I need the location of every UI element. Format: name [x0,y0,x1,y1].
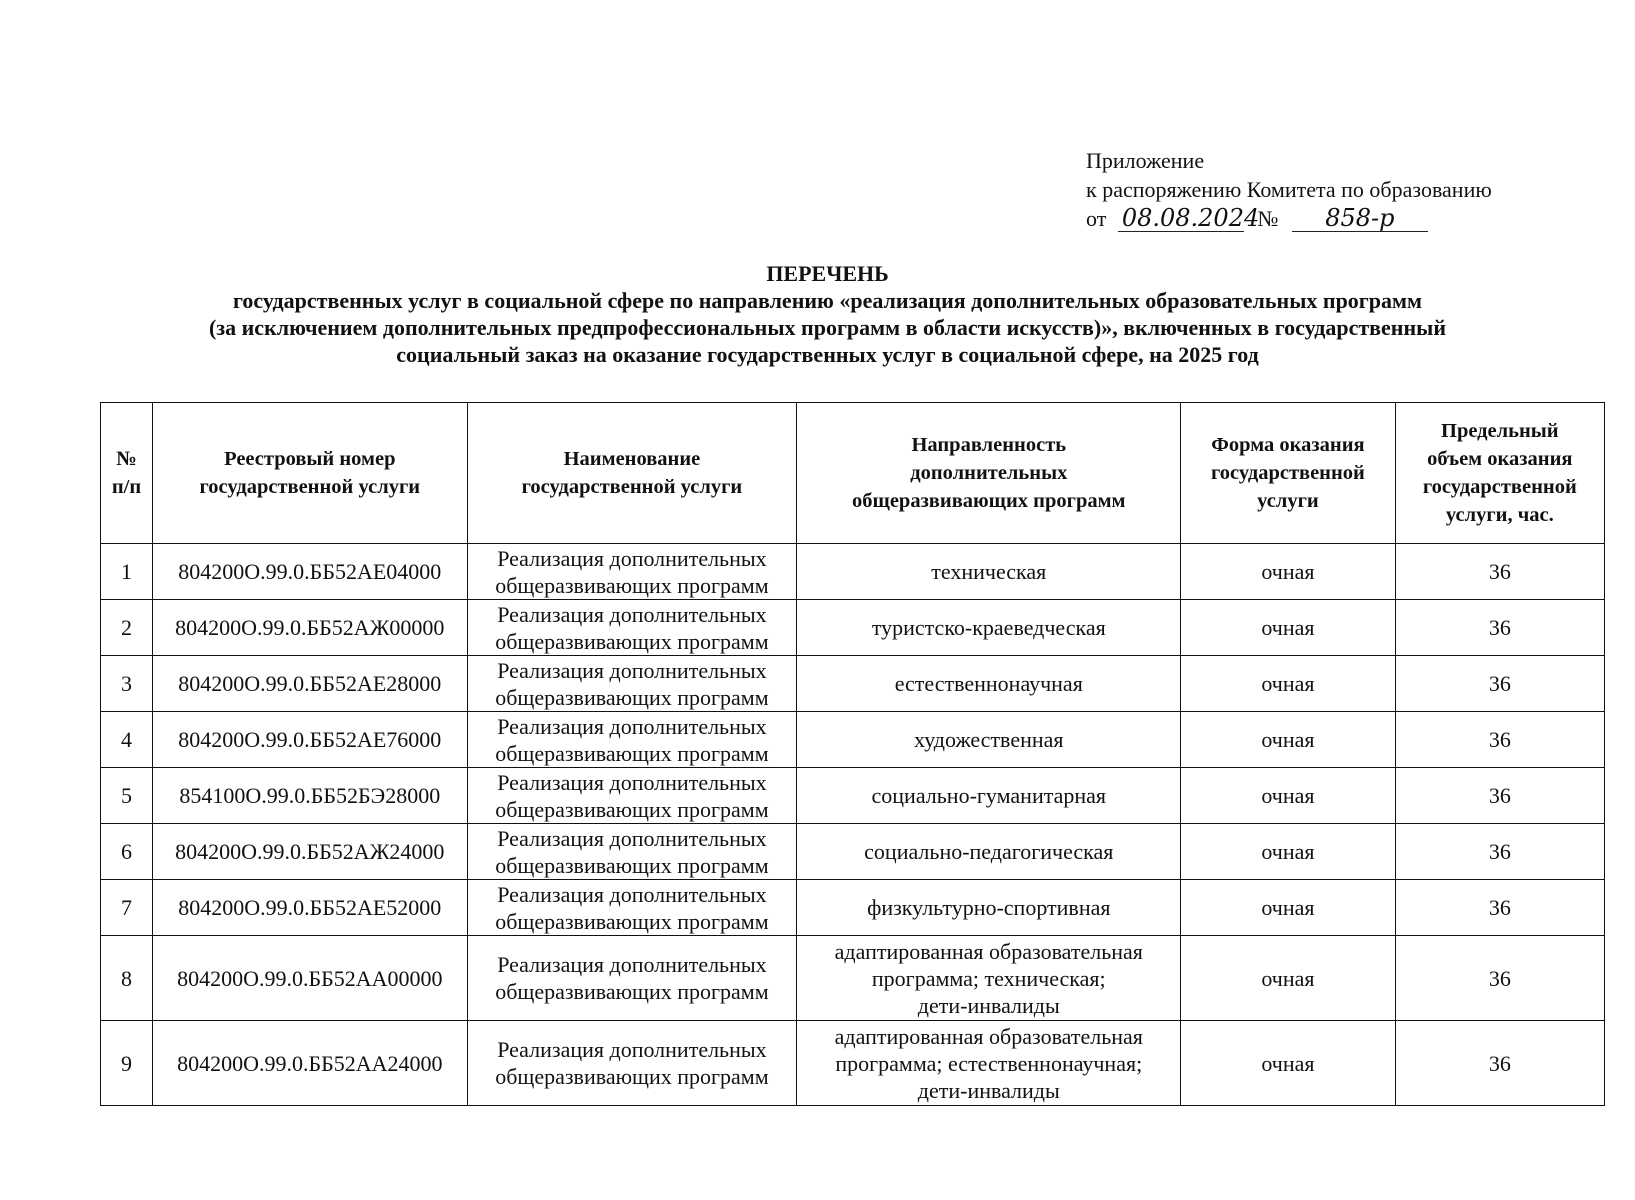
header-service-form: Форма оказания государственной услуги [1181,403,1395,544]
service-form-cell: очная [1181,712,1395,768]
program-direction-cell: художественная [797,712,1181,768]
volume-limit-cell: 36 [1395,824,1604,880]
appendix-block [1086,146,1556,233]
header-service-name: Наименование государственной услуги [467,403,797,544]
program-direction-cell: адаптированная образовательная программа; техническая; дети-инвалиды [797,936,1181,1021]
header-registry-number: Реестровый номер государственной услуги [153,403,467,544]
number-label: № [1257,206,1279,231]
program-direction-cell: адаптированная образовательная программа; естественнонаучная; дети-инвалиды [797,1021,1181,1106]
program-direction-cell: естественнонаучная [797,656,1181,712]
table-row [101,544,1605,600]
registry-number-cell: 804200О.99.0.ББ52АЕ76000 [153,712,467,768]
registry-number-cell: 804200О.99.0.ББ52АЕ28000 [153,656,467,712]
registry-number-cell: 804200О.99.0.ББ52АЕ52000 [153,880,467,936]
appendix-order-reference: к распоряжению Комитета по образованию [1086,177,1492,202]
service-form-cell: очная [1181,544,1395,600]
header-program-direction: Направленность дополнительных общеразвивающих программ [797,403,1181,544]
table-row [101,768,1605,824]
row-number-cell: 8 [101,936,153,1021]
service-form-cell: очная [1181,600,1395,656]
title-heading: ПЕРЕЧЕНЬ [766,261,889,286]
service-form-cell: очная [1181,768,1395,824]
title-line-2: (за исключением дополнительных предпрофессиональных программ в области искусств)», включенных в государственный [208,315,1447,340]
row-number-cell: 2 [101,600,153,656]
service-name-cell: Реализация дополнительных общеразвивающих программ [467,656,797,712]
service-name-cell: Реализация дополнительных общеразвивающих программ [467,880,797,936]
service-name-cell: Реализация дополнительных общеразвивающих программ [467,544,797,600]
handwritten-date: 08.08.2024 [1118,205,1244,232]
table-header-row [101,403,1605,544]
program-direction-cell: физкультурно-спортивная [797,880,1181,936]
volume-limit-cell: 36 [1395,600,1604,656]
row-number-cell: 1 [101,544,153,600]
row-number-cell: 4 [101,712,153,768]
table-row [101,824,1605,880]
table-row [101,712,1605,768]
service-form-cell: очная [1181,880,1395,936]
table-row [101,1021,1605,1106]
registry-number-cell: 804200О.99.0.ББ52АЖ00000 [153,600,467,656]
table-row [101,656,1605,712]
service-form-cell: очная [1181,936,1395,1021]
appendix-label: Приложение [1086,148,1205,173]
registry-number-cell: 804200О.99.0.ББ52АА00000 [153,936,467,1021]
service-form-cell: очная [1181,1021,1395,1106]
program-direction-cell: социально-гуманитарная [797,768,1181,824]
service-form-cell: очная [1181,656,1395,712]
volume-limit-cell: 36 [1395,880,1604,936]
registry-number-cell: 804200О.99.0.ББ52АА24000 [153,1021,467,1106]
table-row [101,600,1605,656]
volume-limit-cell: 36 [1395,544,1604,600]
registry-number-cell: 804200О.99.0.ББ52АЖ24000 [153,824,467,880]
service-name-cell: Реализация дополнительных общеразвивающих программ [467,712,797,768]
header-volume-limit: Предельный объем оказания государственной услуги, час. [1395,403,1604,544]
program-direction-cell: туристско-краеведческая [797,600,1181,656]
service-name-cell: Реализация дополнительных общеразвивающих программ [467,936,797,1021]
services-table [100,402,1605,1106]
volume-limit-cell: 36 [1395,656,1604,712]
table-row [101,936,1605,1021]
row-number-cell: 7 [101,880,153,936]
volume-limit-cell: 36 [1395,768,1604,824]
service-name-cell: Реализация дополнительных общеразвивающих программ [467,824,797,880]
service-name-cell: Реализация дополнительных общеразвивающих программ [467,600,797,656]
row-number-cell: 3 [101,656,153,712]
header-number: № п/п [101,403,153,544]
registry-number-cell: 804200О.99.0.ББ52АЕ04000 [153,544,467,600]
document-title [0,260,1635,368]
service-name-cell: Реализация дополнительных общеразвивающих программ [467,1021,797,1106]
title-line-3: социальный заказ на оказание государственных услуг в социальной сфере, на 2025 год [396,342,1259,367]
program-direction-cell: техническая [797,544,1181,600]
table-body [101,544,1605,1106]
order-date-number-row [1086,204,1556,233]
title-line-1: государственных услуг в социальной сфере по направлению «реализация дополнительных образовательных программ [232,288,1422,313]
handwritten-order-number: 858-р [1292,205,1428,232]
volume-limit-cell: 36 [1395,936,1604,1021]
row-number-cell: 9 [101,1021,153,1106]
volume-limit-cell: 36 [1395,1021,1604,1106]
service-name-cell: Реализация дополнительных общеразвивающих программ [467,768,797,824]
volume-limit-cell: 36 [1395,712,1604,768]
row-number-cell: 6 [101,824,153,880]
service-form-cell: очная [1181,824,1395,880]
row-number-cell: 5 [101,768,153,824]
program-direction-cell: социально-педагогическая [797,824,1181,880]
table-row [101,880,1605,936]
from-label: от [1086,206,1107,231]
registry-number-cell: 854100О.99.0.ББ52БЭ28000 [153,768,467,824]
